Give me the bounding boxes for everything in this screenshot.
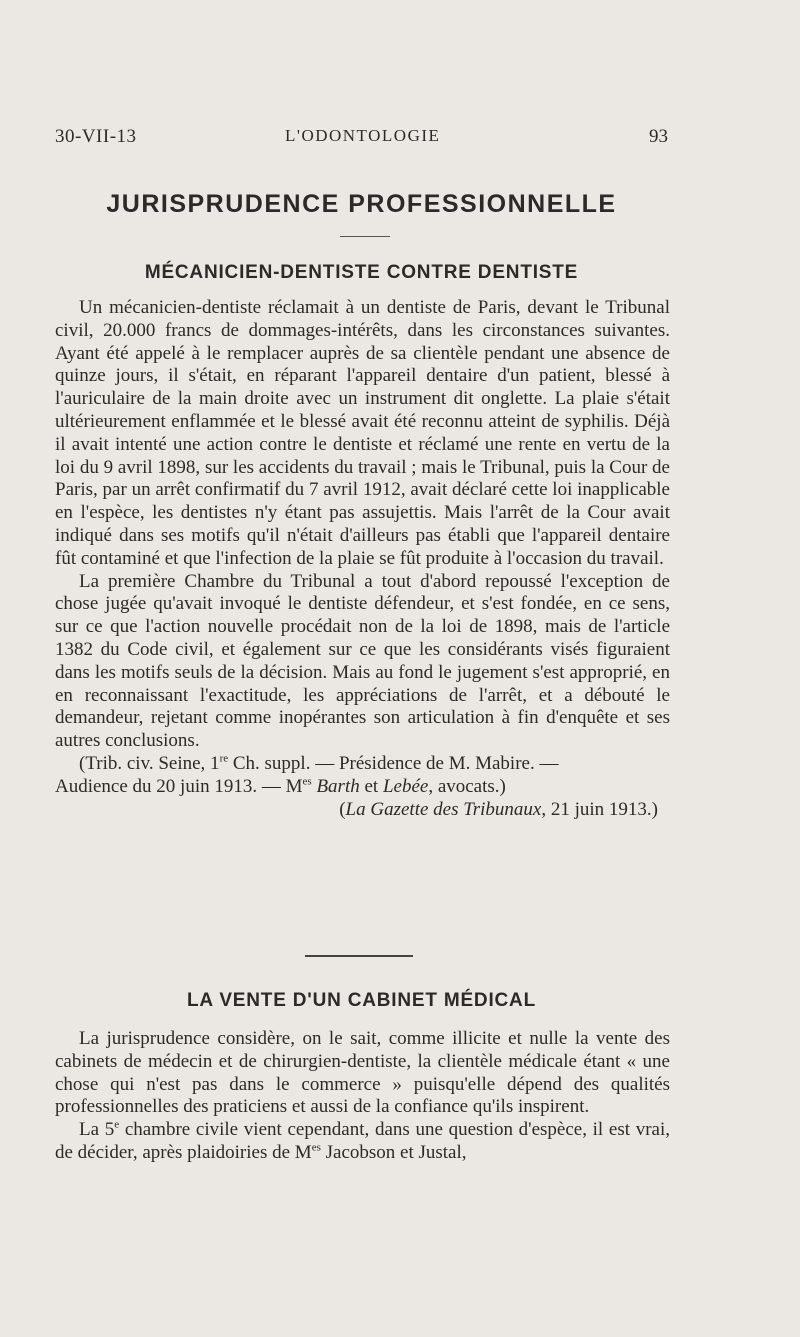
header-journal-title: L'ODONTOLOGIE — [285, 126, 441, 145]
citation-line1: (Trib. civ. Seine, 1re Ch. suppl. — Présidence de M. Mabire. — — [79, 752, 559, 774]
article2-body — [55, 1028, 670, 1165]
article1-heading: MÉCANICIEN-DENTISTE CONTRE DENTISTE — [144, 262, 579, 283]
citation-line2: Audience du 20 juin 1913. — $M^{es}$ Barth et Lebée, avocats.) — [55, 775, 506, 797]
running-header — [55, 120, 668, 150]
article1-paragraph2: La première Chambre du Tribunal a tout d'abord repoussé l'exception de chose jugée qu'avait invoqué le dentiste défendeur, et s'est fondée, en ce sens, sur ce que l'action nouvelle procédait non de la loi de 1898, mais de l'article 1382 du Code civil, et également sur ce que les considérants visés figuraient dans les motifs seuls de la décision. Mais au fond le jugement s'est approprié, en en reconnaissant l'exactitude, les appréciations de l'arrêt, et a débouté le demandeur, rejetant comme inopérantes son articulation à fin d'enquête et ses autres conclusions. — [55, 570, 670, 752]
header-date: 30-VII-13 — [55, 126, 137, 147]
article1-paragraph1: Un mécanicien-dentiste réclamait à un dentiste de Paris, devant le Tribunal civil, 20.000 francs de dommages-intérêts, dans les circonstances suivantes. Ayant été appelé à le remplacer auprès de sa clientèle pendant une absence de quinze jours, il s'était, en réparant l'appareil dentaire d'un patient, blessé à l'auriculaire de la main droite avec un instrument dit onglette. La plaie s'était ultérieurement enflammée et le blessé avait été reconnu atteint de syphilis. Déjà il avait intenté une action contre le dentiste et réclamé une rente en vertu de la loi du 9 avril 1898, sur les accidents du travail ; mais le Tribunal, puis la Cour de Paris, par un arrêt confirmatif du 7 avril 1912, avait déclaré cette loi inapplicable en l'espèce, les dentistes n'y étant pas assujettis. Mais l'arrêt de la Cour avait indiqué dans ses motifs qu'il n'était d'ailleurs pas établi que l'appareil dentaire fût contaminé et que l'infection de la plaie se fût produite à l'occasion du travail. — [55, 297, 670, 569]
article1-body — [55, 297, 670, 821]
article2-heading: LA VENTE D'UN CABINET MÉDICAL — [187, 990, 536, 1011]
page-number: 93 — [649, 126, 668, 147]
article1-citation — [55, 753, 670, 821]
section-divider — [305, 955, 413, 957]
citation-source: (La Gazette des Tribunaux, 21 juin 1913.) — [339, 798, 658, 820]
title-divider — [340, 236, 390, 237]
page-title: JURISPRUDENCE PROFESSIONNELLE — [106, 190, 617, 218]
article2-paragraph1: La jurisprudence considère, on le sait, comme illicite et nulle la vente des cabinets de médecin et de chirurgien-dentiste, la clientèle médicale étant « une chose qui n'est pas dans le commerce » puisqu'elle dépend des qualités professionnelles des praticiens et aussi de la confiance qu'ils inspirent. — [55, 1028, 670, 1118]
article2-paragraph2: La 5e chambre civile vient cependant, dans une question d'espèce, il est vrai, de décider, après plaidoiries de $M^{es}$ Jacobson et Justal, — [55, 1118, 670, 1163]
